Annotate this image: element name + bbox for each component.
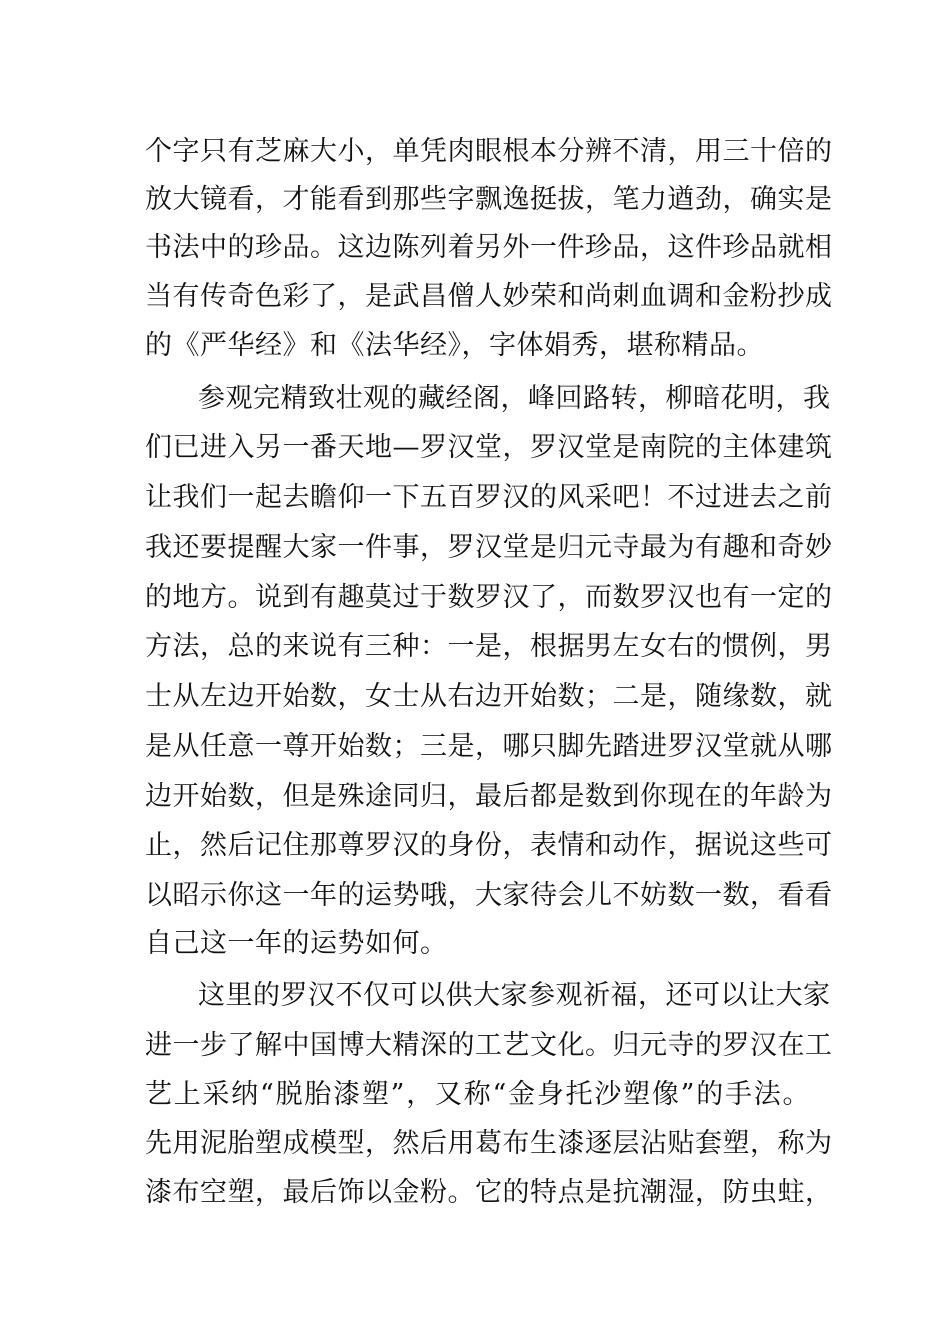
text-line: 士从左边开始数，女士从右边开始数；二是，随缘数，就 [145,681,833,712]
text-line: 止，然后记住那尊罗汉的身份，表情和动作，据说这些可 [145,830,833,861]
text-line: 的《严华经》和《法华经》，字体娟秀，堪称精品。 [145,330,764,361]
text-line: 们已进入另一番天地—罗汉堂，罗汉堂是南院的主体建筑 [145,432,833,463]
text-line: 的地方。说到有趣莫过于数罗汉了，而数罗汉也有一定的 [145,582,833,613]
text-line: 以昭示你这一年的运势哦，大家待会儿不妨数一数，看看 [145,880,833,911]
text-line: 让我们一起去瞻仰一下五百罗汉的风采吧！不过进去之前 [145,482,833,513]
text-line: 进一步了解中国博大精深的工艺文化。归元寺的罗汉在工 [145,1030,833,1061]
text-line: 书法中的珍品。这边陈列着另外一件珍品，这件珍品就相 [145,232,833,263]
text-line: 自己这一年的运势如何。 [145,928,448,959]
paragraph-first-line: 参观完精致壮观的藏经阁，峰回路转，柳暗花明，我 [198,383,831,414]
paragraph-first-line: 这里的罗汉不仅可以供大家参观祈福，还可以让大家 [198,980,831,1011]
text-line: 个字只有芝麻大小，单凭肉眼根本分辨不清，用三十倍的 [145,136,833,167]
text-line: 漆布空塑，最后饰以金粉。它的特点是抗潮湿，防虫蛀， [145,1177,833,1208]
text-line: 边开始数，但是殊途同归，最后都是数到你现在的年龄为 [145,781,833,812]
text-line: 是从任意一尊开始数；三是，哪只脚先踏进罗汉堂就从哪 [145,731,833,762]
text-line: 艺上采纳“脱胎漆塑”，又称“金身托沙塑像”的手法。 [145,1079,810,1110]
text-line: 方法，总的来说有三种：一是，根据男左女右的惯例，男 [145,631,833,662]
text-line: 当有传奇色彩了，是武昌僧人妙荣和尚刺血调和金粉抄成 [145,281,833,312]
text-line: 放大镜看，才能看到那些字飘逸挺拔，笔力遒劲，确实是 [145,184,833,215]
text-line: 我还要提醒大家一件事，罗汉堂是归元寺最为有趣和奇妙 [145,532,833,563]
text-line: 先用泥胎塑成模型，然后用葛布生漆逐层沾贴套塑，称为 [145,1128,833,1159]
